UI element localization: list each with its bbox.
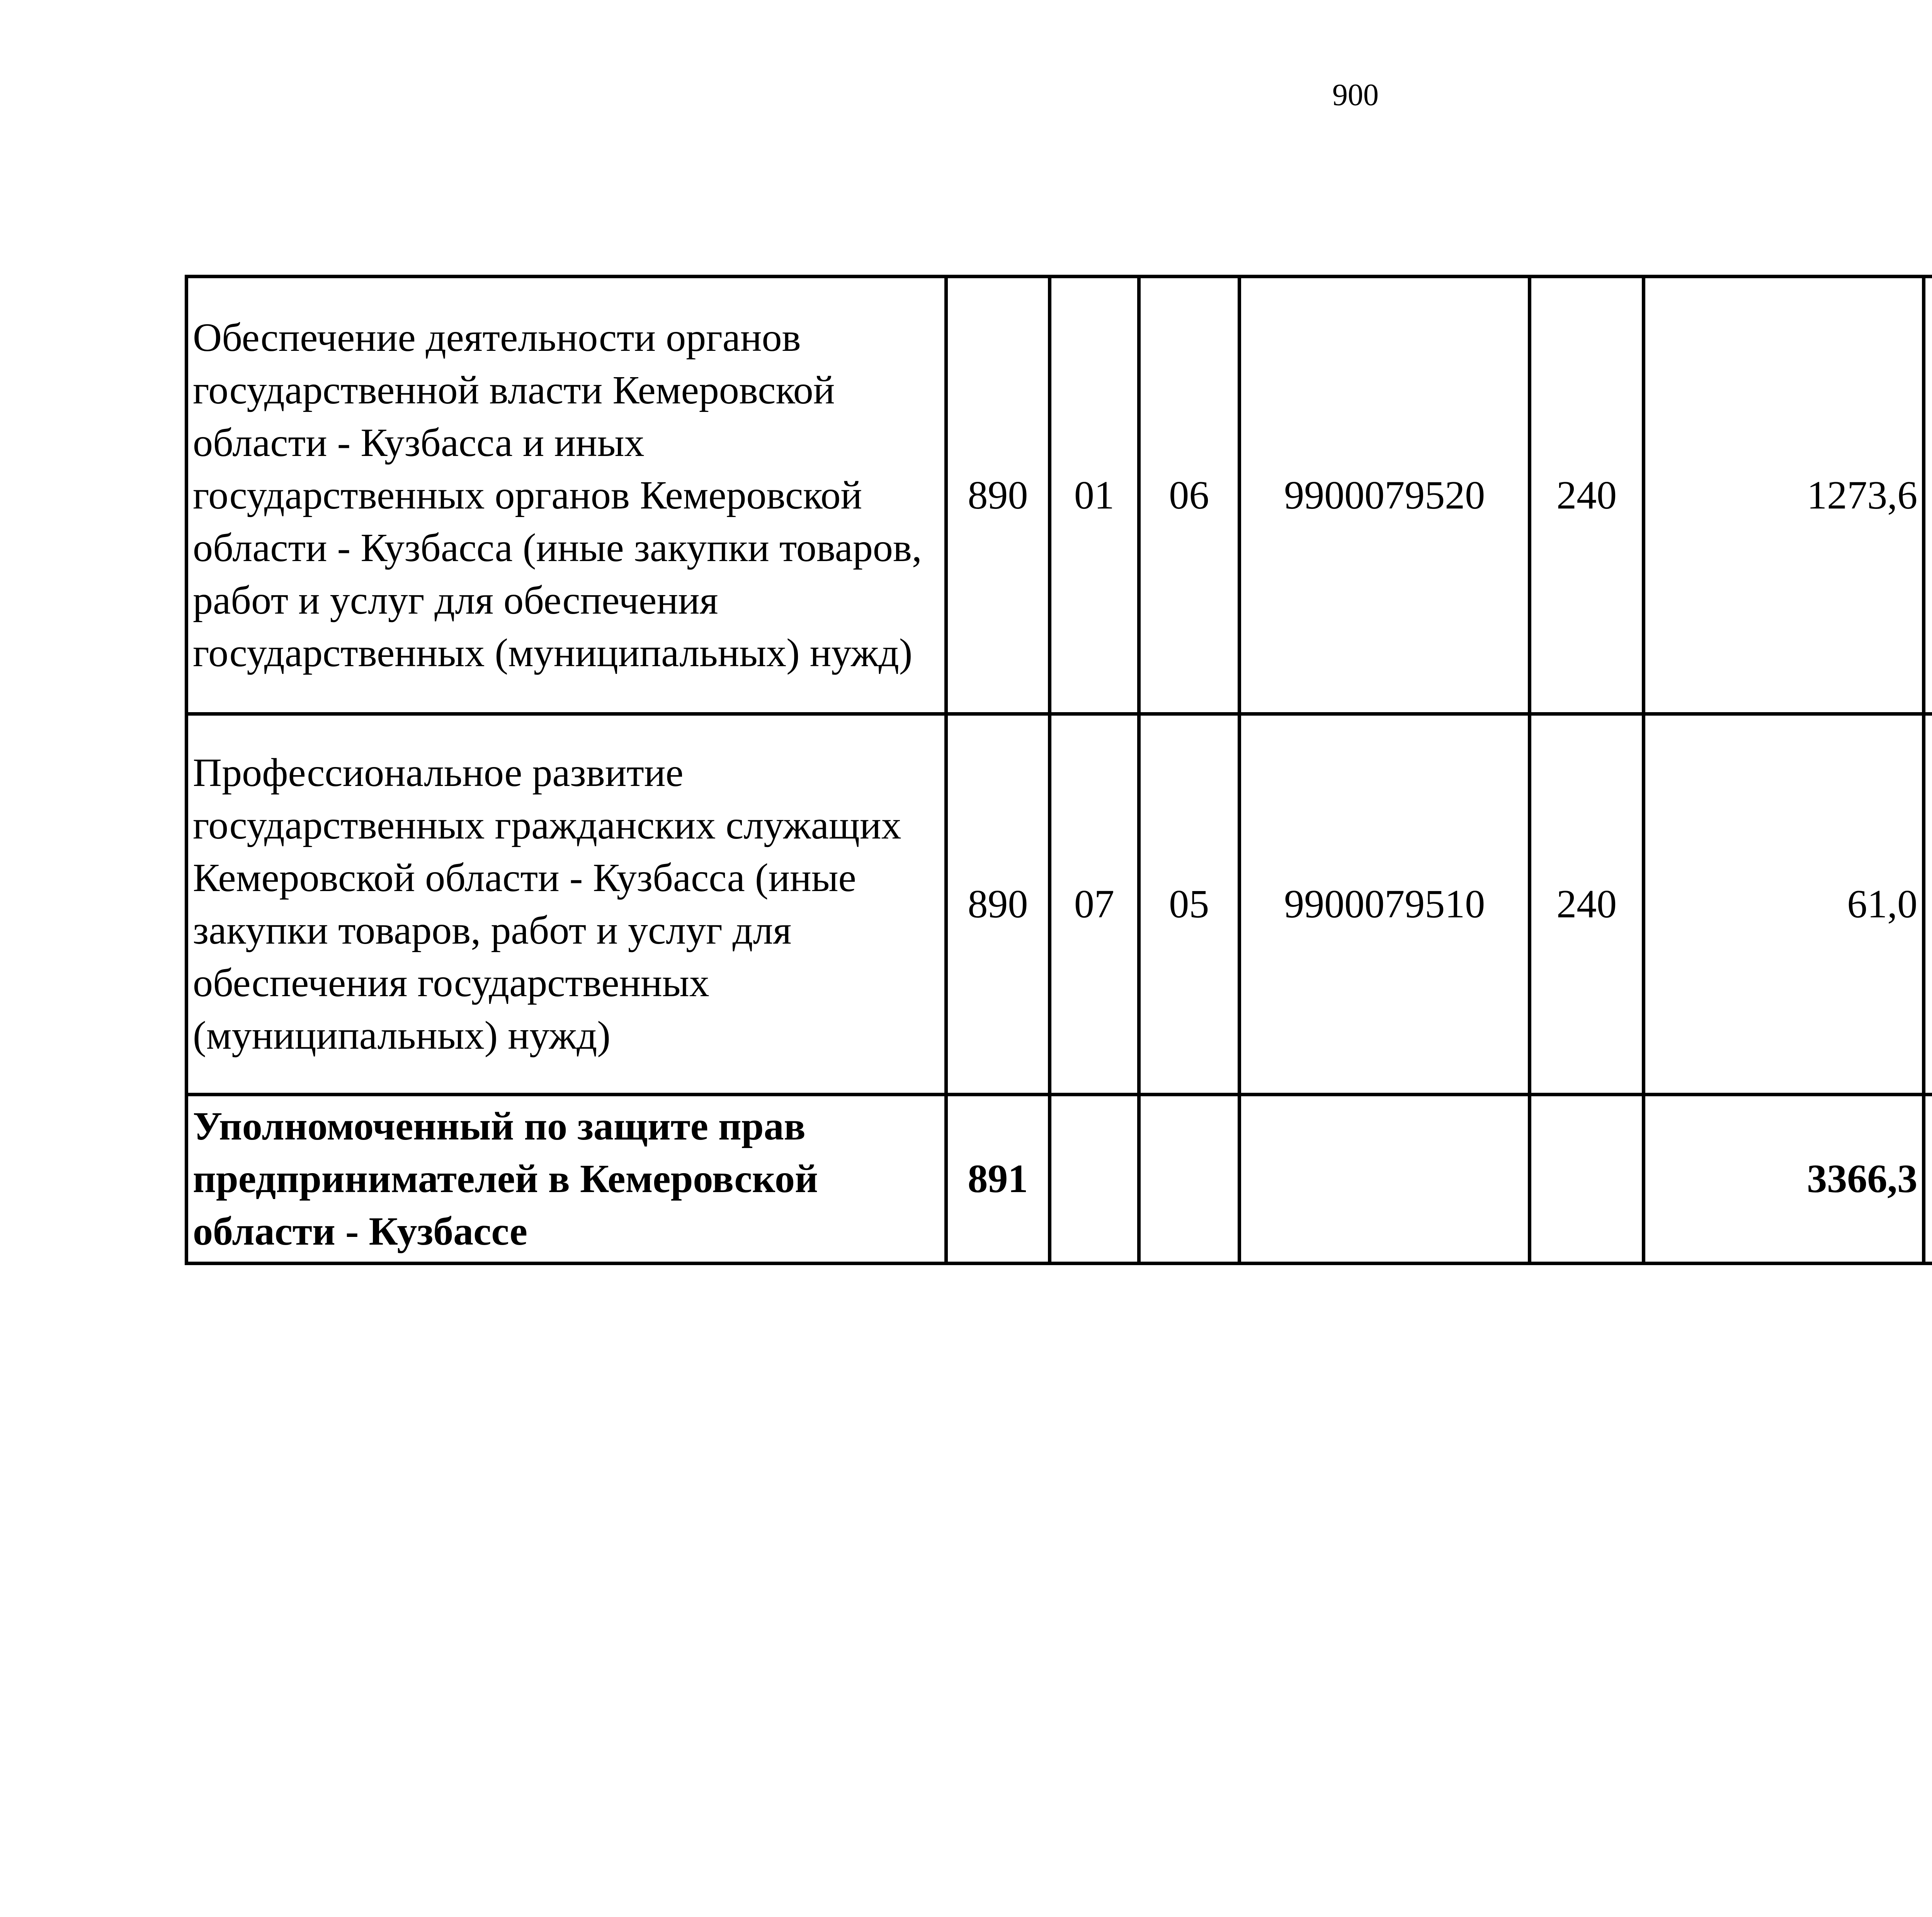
table-row <box>187 714 1932 1095</box>
target-article-cell <box>1240 1095 1530 1264</box>
subsection-code-cell: 05 <box>1139 714 1239 1095</box>
expense-type-cell <box>1530 1095 1644 1264</box>
expense-name-cell: Обеспечение деятельности органов государственной власти Кемеровской области - Кузбасса и иных государственных органов Кемеровской области - Кузбасса (иные закупки товаров, работ и услуг для обеспечения государственных (муниципальных) нужд) <box>187 277 946 714</box>
expense-name-cell: Профессиональное развитие государственных гражданских служащих Кемеровской области - Кузбасса (иные закупки товаров, работ и услуг для обеспечения государственных (муниципальных) нужд) <box>187 714 946 1095</box>
ministry-code-cell: 890 <box>946 277 1049 714</box>
amount-cell-2 <box>1924 1095 1932 1264</box>
amount-cell-1: 1273,6 <box>1643 277 1923 714</box>
expense-type-cell: 240 <box>1530 277 1644 714</box>
ministry-code-cell: 890 <box>946 714 1049 1095</box>
target-article-cell: 9900079510 <box>1240 714 1530 1095</box>
table-row <box>187 1095 1932 1264</box>
section-code-cell: 01 <box>1050 277 1139 714</box>
budget-table <box>185 275 1932 1265</box>
table-row <box>187 277 1932 714</box>
section-code-cell: 07 <box>1050 714 1139 1095</box>
page-number: 900 <box>1332 78 1379 112</box>
amount-cell-1: 3366,3 <box>1643 1095 1923 1264</box>
subsection-code-cell: 06 <box>1139 277 1239 714</box>
target-article-cell: 9900079520 <box>1240 277 1530 714</box>
amount-cell-2 <box>1924 714 1932 1095</box>
expense-type-cell: 240 <box>1530 714 1644 1095</box>
amount-cell-1: 61,0 <box>1643 714 1923 1095</box>
expense-name-cell: Уполномоченный по защите прав предпринимателей в Кемеровской области - Кузбассе <box>187 1095 946 1264</box>
subsection-code-cell <box>1139 1095 1239 1264</box>
ministry-code-cell: 891 <box>946 1095 1049 1264</box>
amount-cell-2 <box>1924 277 1932 714</box>
section-code-cell <box>1050 1095 1139 1264</box>
